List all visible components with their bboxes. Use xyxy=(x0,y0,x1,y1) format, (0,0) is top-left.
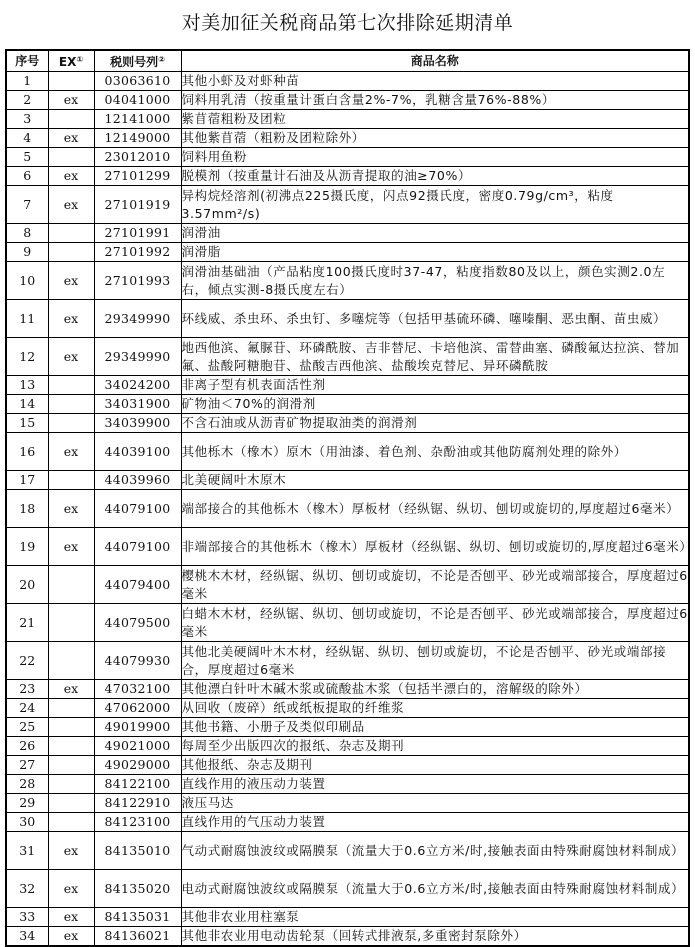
row-tariff-code: 44079930 xyxy=(94,642,181,680)
row-tariff-code: 04041000 xyxy=(94,91,181,110)
row-seq: 34 xyxy=(6,927,48,947)
row-ex-flag xyxy=(48,110,94,129)
row-tariff-code: 84122100 xyxy=(94,775,181,794)
row-ex-flag: ex xyxy=(48,680,94,699)
row-product-name: 饲料用鱼粉 xyxy=(181,148,689,167)
row-ex-flag xyxy=(48,699,94,718)
row-product-name: 其他报纸、杂志及期刊 xyxy=(181,756,689,775)
table-row xyxy=(6,908,689,927)
row-seq: 17 xyxy=(6,471,48,490)
row-ex-flag: ex xyxy=(48,832,94,870)
table-row xyxy=(6,566,689,604)
table-row xyxy=(6,300,689,338)
row-ex-flag xyxy=(48,737,94,756)
row-seq: 29 xyxy=(6,794,48,813)
table-row xyxy=(6,737,689,756)
row-seq: 10 xyxy=(6,262,48,300)
row-tariff-code: 84122910 xyxy=(94,794,181,813)
row-product-name: 液压马达 xyxy=(181,794,689,813)
row-tariff-code: 44039100 xyxy=(94,433,181,471)
row-product-name: 地西他滨、氟脲苷、环磷酰胺、吉非替尼、卡培他滨、雷替曲塞、磷酸氟达拉滨、替加氟、盐酸阿糖胞苷、盐酸吉西他滨、盐酸埃克替尼、异环磷酰胺 xyxy=(181,338,689,376)
row-seq: 19 xyxy=(6,528,48,566)
row-tariff-code: 29349990 xyxy=(94,300,181,338)
table-row xyxy=(6,870,689,908)
row-seq: 31 xyxy=(6,832,48,870)
row-seq: 25 xyxy=(6,718,48,737)
row-product-name: 其他北美硬阔叶木木材，经纵锯、纵切、刨切或旋切，不论是否刨平、砂光或端部接合，厚度超过6毫米 xyxy=(181,642,689,680)
table-row xyxy=(6,699,689,718)
row-product-name: 其他紫苜蓿（粗粉及团粒除外） xyxy=(181,129,689,148)
row-tariff-code: 34031900 xyxy=(94,395,181,414)
row-product-name: 饲料用乳清（按重量计蛋白含量2%-7%，乳糖含量76%-88%） xyxy=(181,91,689,110)
row-seq: 12 xyxy=(6,338,48,376)
table-row xyxy=(6,927,689,947)
table-row xyxy=(6,129,689,148)
row-tariff-code: 34024200 xyxy=(94,376,181,395)
row-product-name: 端部接合的其他栎木（橡木）厚板材（经纵锯、纵切、刨切或旋切的,厚度超过6毫米） xyxy=(181,490,689,528)
row-seq: 27 xyxy=(6,756,48,775)
table-row xyxy=(6,756,689,775)
row-ex-flag: ex xyxy=(48,91,94,110)
row-ex-flag xyxy=(48,813,94,832)
table-row xyxy=(6,243,689,262)
row-ex-flag xyxy=(48,376,94,395)
table-header-row xyxy=(6,50,689,72)
row-tariff-code: 84123100 xyxy=(94,813,181,832)
row-seq: 28 xyxy=(6,775,48,794)
exclusion-list-table xyxy=(5,49,693,947)
row-product-name: 紫苜蓿粗粉及团粒 xyxy=(181,110,689,129)
table-row xyxy=(6,376,689,395)
table-row xyxy=(6,471,689,490)
row-tariff-code: 84135020 xyxy=(94,870,181,908)
table-row xyxy=(6,167,689,186)
row-seq: 11 xyxy=(6,300,48,338)
row-tariff-code: 47032100 xyxy=(94,680,181,699)
table-row xyxy=(6,813,689,832)
row-product-name: 其他栎木（橡木）原木（用油漆、着色剂、杂酚油或其他防腐剂处理的除外） xyxy=(181,433,689,471)
row-product-name: 白蜡木木材，经纵锯、纵切、刨切或旋切，不论是否刨平、砂光或端部接合，厚度超过6毫米 xyxy=(181,604,689,642)
row-ex-flag: ex xyxy=(48,262,94,300)
row-seq: 26 xyxy=(6,737,48,756)
table-body xyxy=(6,72,693,947)
row-ex-flag: ex xyxy=(48,433,94,471)
row-ex-flag xyxy=(48,566,94,604)
row-seq: 30 xyxy=(6,813,48,832)
table-row xyxy=(6,414,689,433)
row-product-name: 非离子型有机表面活性剂 xyxy=(181,376,689,395)
row-tariff-code: 44079100 xyxy=(94,528,181,566)
row-product-name: 樱桃木木材，经纵锯、纵切、刨切或旋切，不论是否刨平、砂光或端部接合，厚度超过6毫米 xyxy=(181,566,689,604)
row-ex-flag: ex xyxy=(48,300,94,338)
row-ex-flag xyxy=(48,414,94,433)
row-tariff-code: 12149000 xyxy=(94,129,181,148)
header-ex xyxy=(48,50,94,72)
row-seq: 21 xyxy=(6,604,48,642)
row-seq: 24 xyxy=(6,699,48,718)
row-seq: 32 xyxy=(6,870,48,908)
row-ex-flag xyxy=(48,72,94,91)
row-product-name: 其他小虾及对虾种苗 xyxy=(181,72,689,91)
row-tariff-code: 44079500 xyxy=(94,604,181,642)
row-seq: 7 xyxy=(6,186,48,224)
row-tariff-code: 27101991 xyxy=(94,224,181,243)
header-seq-label: 序号 xyxy=(15,54,40,68)
row-ex-flag xyxy=(48,148,94,167)
table-row xyxy=(6,433,689,471)
row-ex-flag: ex xyxy=(48,129,94,148)
row-product-name: 其他书籍、小册子及类似印刷品 xyxy=(181,718,689,737)
row-product-name: 润滑油 xyxy=(181,224,689,243)
row-seq: 9 xyxy=(6,243,48,262)
row-tariff-code: 84135031 xyxy=(94,908,181,927)
row-product-name: 其他漂白针叶木碱木浆或硫酸盐木浆（包括半漂白的，溶解级的除外） xyxy=(181,680,689,699)
row-product-name: 润滑油基础油（产品粘度100摄氏度时37-47，粘度指数80及以上，颜色实测2.0左右，倾点实测-8摄氏度左右） xyxy=(181,262,689,300)
table-row xyxy=(6,110,689,129)
row-ex-flag xyxy=(48,756,94,775)
row-product-name: 气动式耐腐蚀波纹或隔膜泵（流量大于0.6立方米/时,接触表面由特殊耐腐蚀材料制成） xyxy=(181,832,689,870)
table-row xyxy=(6,775,689,794)
table-row xyxy=(6,680,689,699)
row-tariff-code: 23012010 xyxy=(94,148,181,167)
row-product-name: 每周至少出版四次的报纸、杂志及期刊 xyxy=(181,737,689,756)
row-tariff-code: 49029000 xyxy=(94,756,181,775)
row-seq: 13 xyxy=(6,376,48,395)
row-tariff-code: 84135010 xyxy=(94,832,181,870)
row-product-name: 环线威、杀虫环、杀虫钉、多噻烷等（包括甲基硫环磷、噻嗪酮、恶虫酮、苗虫威） xyxy=(181,300,689,338)
row-tariff-code: 12141000 xyxy=(94,110,181,129)
table-row xyxy=(6,642,689,680)
header-name xyxy=(181,50,689,72)
row-product-name: 不含石油或从沥青矿物提取油类的润滑剂 xyxy=(181,414,689,433)
table-row xyxy=(6,718,689,737)
table-row xyxy=(6,832,689,870)
row-ex-flag xyxy=(48,642,94,680)
header-seq xyxy=(6,50,48,72)
row-tariff-code: 44039960 xyxy=(94,471,181,490)
row-ex-flag xyxy=(48,243,94,262)
header-code xyxy=(94,50,181,72)
footnote-marker-2: ② xyxy=(158,55,165,64)
table-row xyxy=(6,395,689,414)
row-tariff-code: 49019900 xyxy=(94,718,181,737)
row-ex-flag xyxy=(48,395,94,414)
row-seq: 14 xyxy=(6,395,48,414)
row-seq: 1 xyxy=(6,72,48,91)
row-seq: 22 xyxy=(6,642,48,680)
row-product-name: 直线作用的气压动力装置 xyxy=(181,813,689,832)
row-ex-flag: ex xyxy=(48,870,94,908)
table-row xyxy=(6,72,689,91)
row-tariff-code: 34039900 xyxy=(94,414,181,433)
row-product-name: 电动式耐腐蚀波纹或隔膜泵（流量大于0.6立方米/时,接触表面由特殊耐腐蚀材料制成） xyxy=(181,870,689,908)
row-product-name: 从回收（废碎）纸或纸板提取的纤维浆 xyxy=(181,699,689,718)
table-row xyxy=(6,490,689,528)
row-product-name: 脱模剂（按重量计石油及从沥青提取的油≥70%） xyxy=(181,167,689,186)
row-ex-flag: ex xyxy=(48,490,94,528)
header-name-label: 商品名称 xyxy=(410,54,459,68)
row-product-name: 北美硬阔叶木原木 xyxy=(181,471,689,490)
row-ex-flag xyxy=(48,718,94,737)
table-row xyxy=(6,148,689,167)
row-product-name: 直线作用的液压动力装置 xyxy=(181,775,689,794)
table-row xyxy=(6,262,689,300)
table-row xyxy=(6,224,689,243)
header-code-label: 税则号列 xyxy=(110,55,159,69)
row-tariff-code: 44079100 xyxy=(94,490,181,528)
header-ex-label: EX xyxy=(58,55,77,69)
row-tariff-code: 29349990 xyxy=(94,338,181,376)
row-tariff-code: 27101919 xyxy=(94,186,181,224)
row-tariff-code: 44079400 xyxy=(94,566,181,604)
row-ex-flag xyxy=(48,604,94,642)
row-ex-flag: ex xyxy=(48,186,94,224)
table-row xyxy=(6,91,689,110)
row-product-name: 异构烷烃溶剂(初沸点225摄氏度，闪点92摄氏度，密度0.79g/cm³，粘度3.57mm²/s) xyxy=(181,186,689,224)
row-ex-flag xyxy=(48,224,94,243)
table-row xyxy=(6,338,689,376)
row-tariff-code: 27101299 xyxy=(94,167,181,186)
row-ex-flag xyxy=(48,775,94,794)
row-ex-flag: ex xyxy=(48,528,94,566)
row-seq: 16 xyxy=(6,433,48,471)
footnote-marker-1: ① xyxy=(76,55,84,64)
row-ex-flag xyxy=(48,471,94,490)
row-tariff-code: 27101992 xyxy=(94,243,181,262)
row-product-name: 矿物油＜70%的润滑剂 xyxy=(181,395,689,414)
row-product-name: 其他非农业用柱塞泵 xyxy=(181,908,689,927)
row-seq: 4 xyxy=(6,129,48,148)
row-seq: 8 xyxy=(6,224,48,243)
row-product-name: 其他非农业用电动齿轮泵（回转式排液泵,多重密封泵除外） xyxy=(181,927,689,947)
row-seq: 5 xyxy=(6,148,48,167)
document-title: 对美加征关税商品第七次排除延期清单 xyxy=(181,12,514,34)
row-tariff-code: 03063610 xyxy=(94,72,181,91)
row-ex-flag: ex xyxy=(48,338,94,376)
row-seq: 2 xyxy=(6,91,48,110)
row-ex-flag: ex xyxy=(48,167,94,186)
row-seq: 3 xyxy=(6,110,48,129)
row-tariff-code: 84136021 xyxy=(94,927,181,947)
row-product-name: 润滑脂 xyxy=(181,243,689,262)
table-row xyxy=(6,604,689,642)
row-seq: 33 xyxy=(6,908,48,927)
row-seq: 15 xyxy=(6,414,48,433)
row-ex-flag xyxy=(48,794,94,813)
row-seq: 20 xyxy=(6,566,48,604)
table-row xyxy=(6,186,689,224)
row-tariff-code: 47062000 xyxy=(94,699,181,718)
table-row xyxy=(6,794,689,813)
row-seq: 23 xyxy=(6,680,48,699)
row-tariff-code: 27101993 xyxy=(94,262,181,300)
row-ex-flag: ex xyxy=(48,927,94,947)
row-product-name: 非端部接合的其他栎木（橡木）厚板材（经纵锯、纵切、刨切或旋切的,厚度超过6毫米） xyxy=(181,528,689,566)
row-tariff-code: 49021000 xyxy=(94,737,181,756)
row-seq: 6 xyxy=(6,167,48,186)
table-row xyxy=(6,528,689,566)
row-ex-flag: ex xyxy=(48,908,94,927)
row-seq: 18 xyxy=(6,490,48,528)
